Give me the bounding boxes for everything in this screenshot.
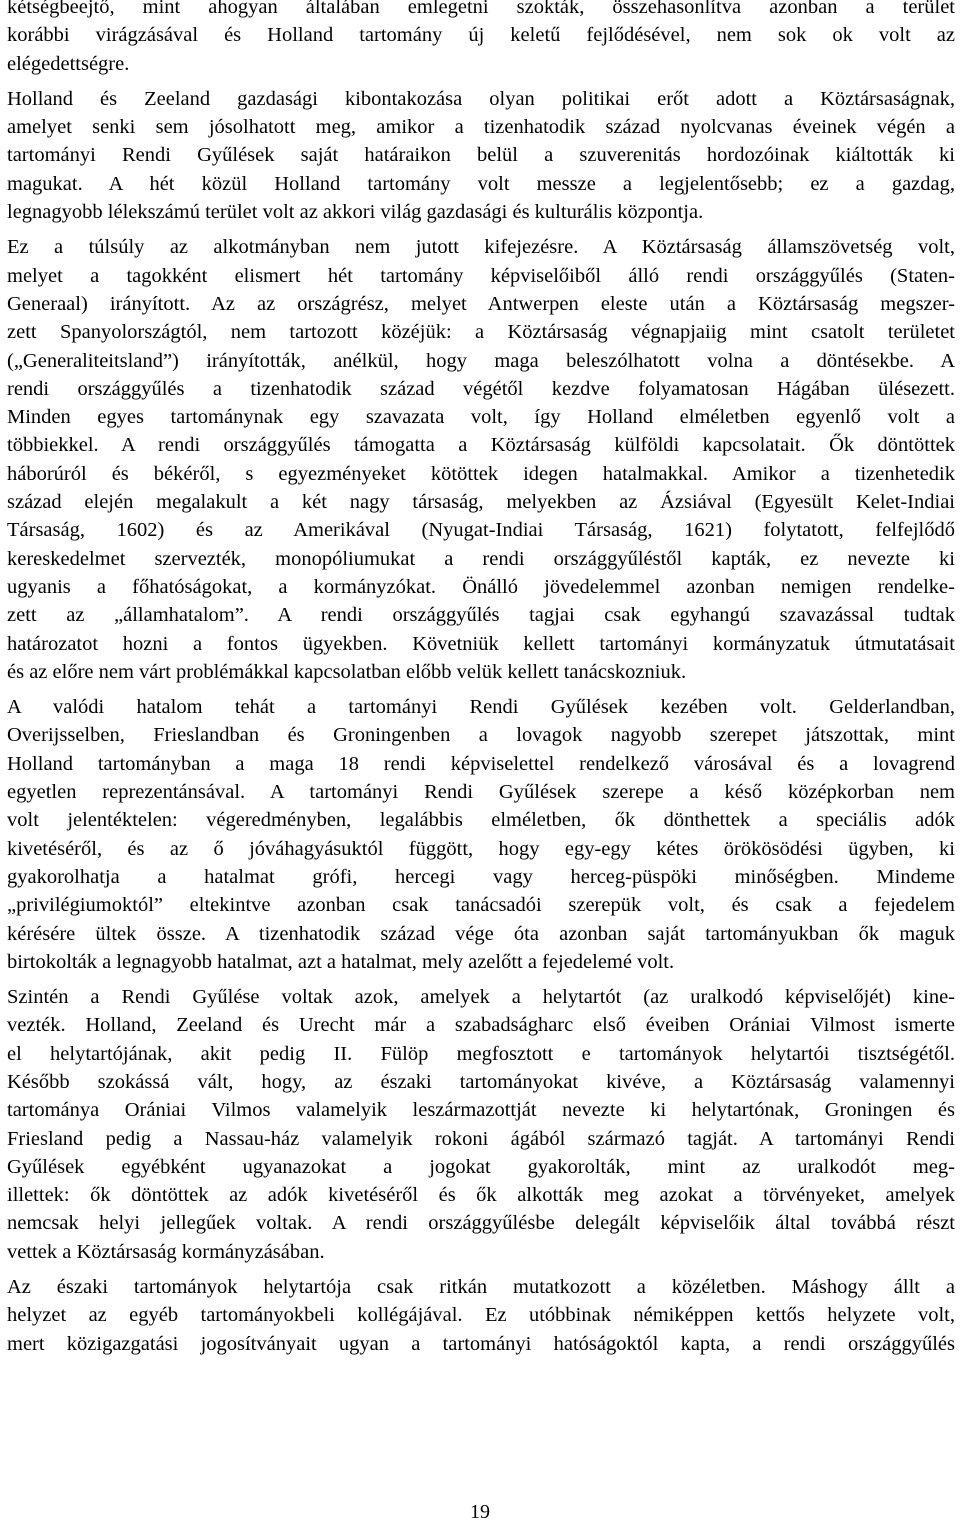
text-line: kivetéséről, és az ő jóváhagyásuktól függött, hogy egy-egy kétes örökösödési ügyben, ki (7, 837, 955, 860)
text-line: század elején megalakult a két nagy társaság, melyekben az Ázsiával (Egyesült Kelet-Indiai (7, 491, 955, 514)
paragraph-4 (7, 693, 955, 976)
text-line: vettek a Köztársaság kormányzásában. (7, 1240, 325, 1263)
text-line: nemcsak helyi jellegűek voltak. A rendi országgyűlésbe delegált képviselőik által továbbá részt (7, 1212, 955, 1235)
text-line: Friesland pedig a Nassau-ház valamelyik rokoni ágából származó tagját. A tartományi Rendi (7, 1127, 955, 1150)
text-line: amelyet senki sem jósolhatott meg, amikor a tizenhatodik század nyolcvanas éveinek végén a (7, 116, 955, 139)
document-page (7, 0, 955, 1358)
text-line: Ez a túlsúly az alkotmányban nem jutott kifejezésre. A Köztársaság államszövetség volt, (7, 236, 955, 259)
paragraph-2 (7, 85, 955, 226)
paragraph-3 (7, 233, 955, 686)
text-line: egyetlen reprezentánsával. A tartományi Rendi Gyűlések szerepe a késő középkorban nem (7, 781, 955, 804)
page-number: 19 (470, 1501, 490, 1523)
text-line: többiekkel. A rendi országgyűlés támogatta a Köztársaság külföldi kapcsolatait. Ők döntöttek (7, 434, 955, 457)
text-line: és az előre nem várt problémákkal kapcsolatban előbb velük kellett tanácskozniuk. (7, 660, 687, 683)
text-line: magukat. A hét közül Holland tartomány volt messze a legjelentősebb; ez a gazdag, (7, 172, 955, 195)
text-line: legnagyobb lélekszámú terület volt az akkori világ gazdasági és kulturális központja. (7, 201, 704, 224)
text-line: kétségbeejtő, mint ahogyan általában emlegetni szokták, összehasonlítva azonban a terület (7, 0, 955, 18)
text-line: háborúról és békéről, s egyezményeket kötöttek idegen hatalmakkal. Amikor a tizenhetedik (7, 462, 955, 485)
text-line: zett Spanyolországtól, nem tartozott közéjük: a Köztársaság végnapjaiig mint csatolt területet (7, 321, 955, 344)
text-line: helyzet az egyéb tartományokbeli kollégájával. Ez utóbbinak némiképpen kettős helyzete volt, (7, 1304, 955, 1327)
text-line: Később szokássá vált, hogy, az északi tartományokat kivéve, a Köztársaság valamennyi (7, 1070, 955, 1093)
text-line: Szintén a Rendi Gyűlése voltak azok, amelyek a helytartót (az uralkodó képviselőjét) kine- (7, 986, 955, 1009)
text-line: el helytartójának, akit pedig II. Fülöp megfosztott e tartományok helytartói tisztségétől. (7, 1042, 955, 1065)
text-line: („Generaliteitsland”) irányították, anélkül, hogy maga beleszólhatott volna a döntésekbe. A (7, 349, 955, 372)
text-line: melyet a tagokként elismert hét tartomány képviselőiből álló rendi országgyűlés (Staten- (7, 264, 955, 287)
paragraph-5 (7, 983, 955, 1266)
text-line: vezték. Holland, Zeeland és Urecht már a szabadságharc első éveiben Orániai Vilmost ismerte (7, 1014, 955, 1037)
text-line: határozatot hozni a fontos ügyekben. Követniük kellett tartományi kormányzatuk útmutatásait (7, 632, 955, 655)
text-line: tartományi Rendi Gyűlések saját határaikon belül a szuverenitás hordozóinak kiáltották ki (7, 144, 955, 167)
text-line: volt jelentéktelen: végeredményben, legalábbis elméletben, ők dönthettek a speciális adók (7, 809, 955, 832)
text-line: A valódi hatalom tehát a tartományi Rendi Gyűlések kezében volt. Gelderlandban, (7, 696, 955, 719)
text-line: tartománya Orániai Vilmos valamelyik leszármazottját nevezte ki helytartónak, Groningen és (7, 1099, 955, 1122)
paragraph-1 (7, 0, 955, 78)
text-line: Overijsselben, Frieslandban és Groningenben a lovagok nagyobb szerepet játszottak, mint (7, 724, 955, 747)
text-line: rendi országgyűlés a tizenhatodik század végétől kezdve folyamatosan Hágában ülésezett. (7, 377, 955, 400)
text-line: Holland és Zeeland gazdasági kibontakozása olyan politikai erőt adott a Köztársaságnak, (7, 87, 955, 110)
text-line: Gyűlések egyébként ugyanazokat a jogokat gyakorolták, mint az uralkodót meg- (7, 1155, 955, 1178)
text-line: Generaal) irányított. Az az országrész, melyet Antwerpen eleste után a Köztársaság megszer- (7, 292, 955, 315)
text-line: illettek: ők döntöttek az adók kivetéséről és ők alkották meg azokat a törvényeket, amelyek (7, 1184, 955, 1207)
text-line: Holland tartományban a maga 18 rendi képviselettel rendelkező városával és a lovagrend (7, 752, 955, 775)
text-line: kereskedelmet szervezték, monopóliumukat a rendi országgyűléstől kapták, ez nevezte ki (7, 547, 955, 570)
text-line: „privilégiumoktól” eltekintve azonban csak tanácsadói szerepük volt, és csak a fejedelem (7, 894, 955, 917)
text-line: korábbi virágzásával és Holland tartomány új keletű fejlődésével, nem sok ok volt az (7, 24, 955, 47)
text-line: birtokolták a legnagyobb hatalmat, azt a hatalmat, mely azelőtt a fejedelemé volt. (7, 950, 675, 973)
text-line: Minden egyes tartománynak egy szavazata volt, így Holland elméletben egyenlő volt a (7, 406, 955, 429)
text-line: elégedettségre. (7, 52, 130, 75)
text-line: kérésére ültek össze. A tizenhatodik század vége óta azonban saját tartományukban ők maguk (7, 922, 955, 945)
text-line: ugyanis a főhatóságokat, a kormányzókat. Önálló jövedelemmel azonban nemigen rendelke- (7, 575, 955, 598)
text-line: Társaság, 1602) és az Amerikával (Nyugat-Indiai Társaság, 1621) folytatott, felfejlődő (7, 519, 955, 542)
paragraph-6 (7, 1273, 955, 1358)
text-line: zett az „államhatalom”. A rendi országgyűlés tagjai csak egyhangú szavazással tudtak (7, 604, 955, 627)
text-line: Az északi tartományok helytartója csak ritkán mutatkozott a közéletben. Máshogy állt a (7, 1276, 955, 1299)
text-line: mert közigazgatási jogosítványait ugyan a tartományi hatóságoktól kapta, a rendi országgyűlés (7, 1332, 955, 1355)
text-line: gyakorolhatja a hatalmat grófi, hercegi vagy herceg-püspöki minőségben. Mindeme (7, 865, 955, 888)
